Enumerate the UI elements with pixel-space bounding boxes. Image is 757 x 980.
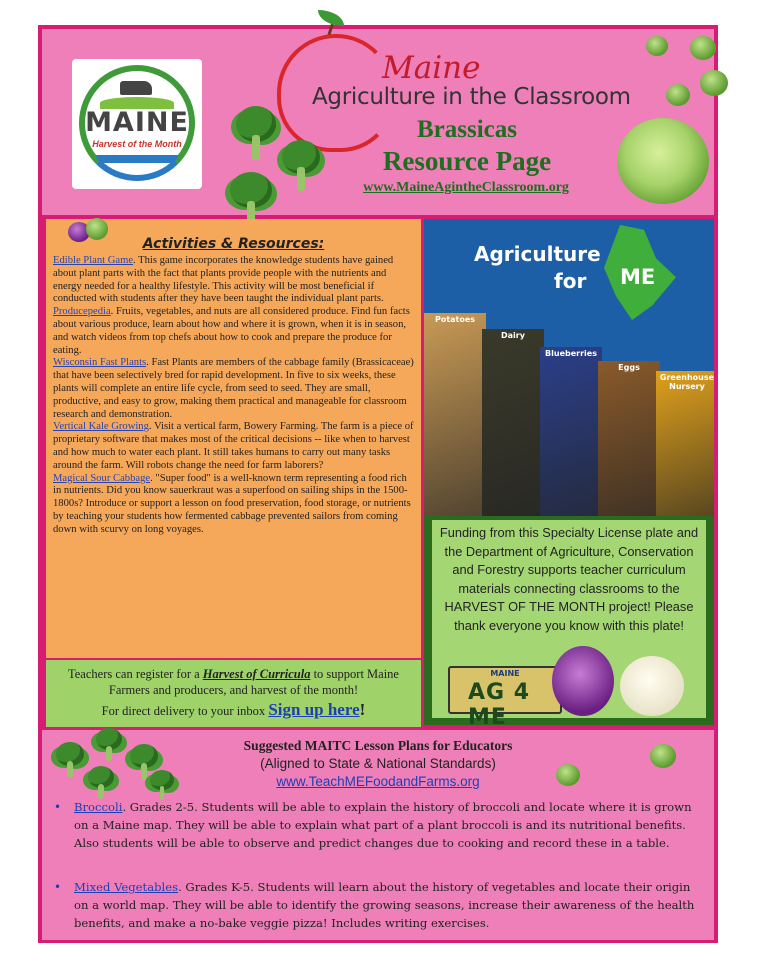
apple-leaf-icon [318,10,344,26]
activity-description: . Fruits, vegetables, and nuts are all considered produce. Find fun facts about various produce, learn about how and where it is grown, when it is in season, and watch videos from top chefs about how to cook and prepare the produce for eating. [53,306,410,356]
lessons-subtitle: (Aligned to State & National Standards) [260,756,496,771]
commodity-strip [482,329,544,516]
activity-item [53,421,414,472]
lesson-item [54,878,706,932]
lessons-website-link[interactable]: www.TeachMEFoodandFarms.org [276,774,480,789]
curricula-text: Teachers can register for a [67,667,203,681]
brussels-sprout-icon [690,36,716,60]
lesson-link[interactable]: Mixed Vegetables [74,880,179,894]
curricula-text: ! [359,700,366,719]
tractor-icon [120,81,152,95]
commodity-strip [656,371,714,516]
activity-description: . This game incorporates the knowledge students have gained about plant parts with the fact that plants provide people with the nutrients and energy needed for a healthy lifestyle. This activity will be most beneficial if conducted with students after they have been taught the individual plant parts. [53,255,394,305]
logo-waves-icon [96,155,178,163]
lesson-description: . Grades K-5. Students will learn about the history of vegetables and locate their origin on a world map. They will be able to identify the growing seasons, increase their awareness of the health benefits, and make a no-bake veggie pizza! Includes writing exercises. [74,880,695,930]
activity-link[interactable]: Magical Sour Cabbage [53,472,151,484]
activity-description: . Fast Plants are members of the cabbage family (Brassicaceae) that have been selectively bred for rapid development. In five to six weeks, these plants will complete an entire life cycle, from seed to seed. They are small, productive, and easy to grow, making them practical and manageable for classroom research and demonstration. [53,357,414,420]
logo-state-text: MAINE [85,107,189,138]
brussels-sprout-icon [556,764,580,786]
poster-for: for [554,269,587,293]
brussels-sprout-icon [700,70,728,96]
commodity-strip [424,313,486,516]
activity-link[interactable]: Vertical Kale Growing [53,421,149,433]
lessons-title: Suggested MAITC Lesson Plans for Educators [243,738,513,753]
plate-number: AG 4 ME [468,680,531,730]
brussels-sprout-icon [646,36,668,56]
activities-heading: Activities & Resources: [142,236,325,252]
license-plate [448,666,562,730]
broccoli-icon [96,728,122,750]
bullet-icon: • [54,880,62,894]
poster-title: Agriculture [474,242,601,266]
plate-state: MAINE [490,669,520,678]
commodity-label: Greenhouse Nursery [659,373,714,391]
commodity-label: Blueberries [545,349,597,358]
org-name: Agriculture in the Classroom [312,84,631,110]
commodity-label: Potatoes [434,315,476,324]
lesson-link[interactable]: Broccoli [74,800,123,814]
activity-item [53,306,414,357]
activity-link[interactable]: Producepedia [53,306,111,318]
purple-cauliflower-icon [552,646,614,716]
curricula-panel [46,660,421,727]
activity-item [53,255,414,306]
curricula-line2 [46,702,421,719]
activity-item [53,473,414,537]
page-title-line1: Brassicas [417,116,517,143]
lesson-item [54,798,706,852]
sign-up-link[interactable]: Sign up here [268,700,360,719]
commodity-strip [598,361,660,516]
page-title-line2: Resource Page [382,146,552,176]
activity-description: . Visit a vertical farm, Bowery Farming. The farm is a piece of proprietary software that makes most of the critical decisions -- like when to harvest and how much to water each plant. It still takes humans to carry out many tasks around the farm. Will robots change the need for farm laborers? [53,421,414,471]
brussels-sprout-icon [86,218,108,240]
broccoli-icon [130,744,158,768]
brussels-sprout-icon [666,84,690,106]
broccoli-icon [150,770,174,790]
harvest-of-curricula-link[interactable]: Harvest of Curricula [202,667,311,681]
activity-link[interactable]: Wisconsin Fast Plants [53,357,147,369]
funding-text: Funding from this Specialty License plate and the Department of Agriculture, Conservation and Forestry supports teacher curriculum materials connecting classrooms to the HARVEST OF THE MONTH project! Please thank everyone you know with this plate! [439,525,699,633]
broccoli-icon [88,766,114,788]
commodity-label: Eggs [618,363,640,372]
commodity-strip [540,347,602,516]
broccoli-icon [230,172,272,208]
poster-me: ME [620,265,656,289]
activity-link[interactable]: Edible Plant Game [53,255,134,266]
maine-harvest-logo [72,59,202,189]
curricula-text: For direct delivery to your inbox [101,704,269,718]
org-maine: Maine [382,50,481,86]
cauliflower-icon [620,656,684,716]
curricula-text: to support Maine Farmers and producers, and harvest of the month! [108,667,399,697]
website-link[interactable]: www.MaineAgintheClassroom.org [363,180,569,195]
activity-description: . "Super food" is a well-known term representing a food rich in nutrients. Did you know sauerkraut was a superfood on sailing ships in the 1500-1800s? Introduce or support a lesson on food preservation, food storage, or nutrients by teaching your students how fermented cabbage prevented sailors from coming down with scurvy on long voyages. [53,472,411,535]
ag-for-me-poster [424,219,714,516]
commodity-label: Dairy [501,331,525,340]
broccoli-icon [236,106,276,142]
curricula-line1 [46,666,421,698]
logo-tagline: Harvest of the Month [92,139,182,149]
activity-item [53,357,414,421]
bullet-icon: • [54,800,62,814]
brussels-sprout-icon [650,744,676,768]
broccoli-icon [282,140,320,174]
lesson-description: . Grades 2-5. Students will be able to explain the history of broccoli and locate where it is grown on a Maine map. They will be able to explain what part of a plant broccoli is and its nutritional benefits. Also students will be able to observe and predict changes due to cooking and record these in a table. [74,800,692,850]
broccoli-icon [56,742,84,766]
cabbage-icon [617,118,709,204]
activities-panel [46,219,421,658]
